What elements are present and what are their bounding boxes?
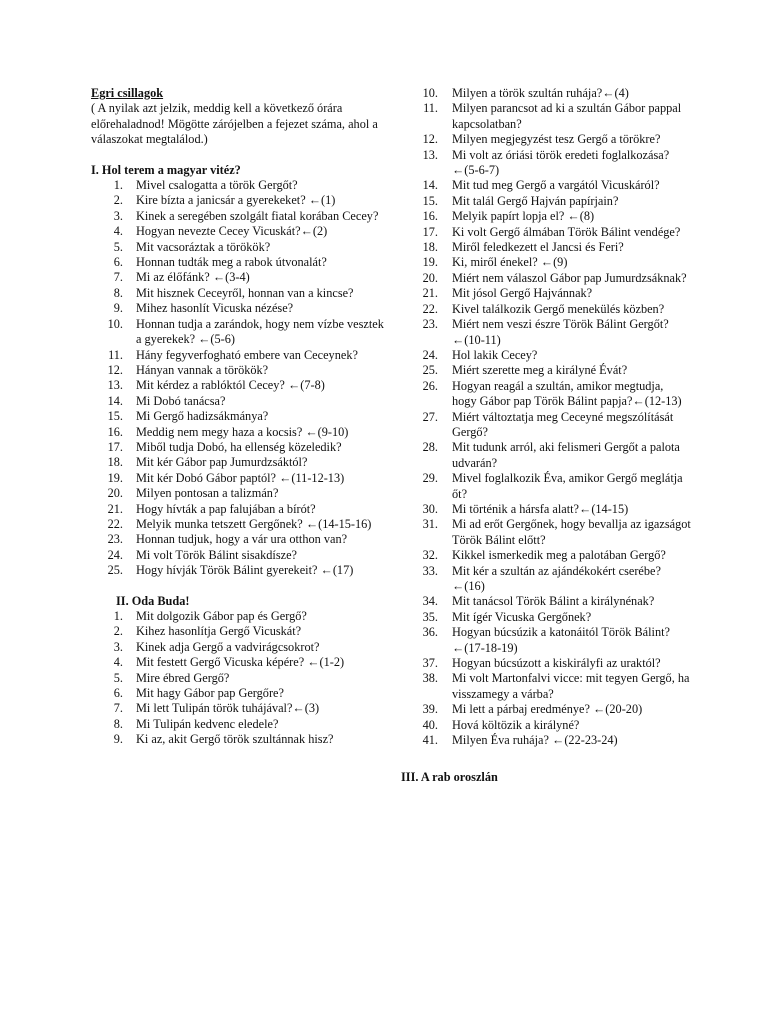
question-item bbox=[401, 594, 691, 609]
question-text: Milyen parancsot ad ki a szultán Gábor pappal kapcsolatban? bbox=[452, 101, 682, 131]
question-text: Mit jósol Gergő Hajvánnak? bbox=[452, 286, 593, 301]
question-number: 32. bbox=[422, 548, 438, 563]
question-item bbox=[401, 148, 691, 179]
question-number: 13. bbox=[107, 378, 123, 393]
question-number: 4. bbox=[113, 224, 123, 239]
question-number: 37. bbox=[422, 656, 438, 671]
question-number: 3. bbox=[113, 639, 123, 654]
question-text: Mi lett a párbaj eredménye? ←(20-20) bbox=[452, 702, 643, 717]
question-number: 36. bbox=[422, 625, 438, 640]
question-list-2b bbox=[401, 86, 691, 748]
question-number: 40. bbox=[422, 717, 438, 732]
question-item bbox=[401, 271, 691, 286]
document-intro: ( A nyilak azt jelzik, meddig kell a következő órára előrehaladnod! Mögötte zárójelben a fejezet száma, ahol a válaszokat megtalálod.) bbox=[91, 101, 378, 147]
question-item bbox=[91, 624, 391, 639]
question-number: 13. bbox=[422, 147, 438, 162]
question-text: Mire ébred Gergő? bbox=[136, 670, 230, 685]
question-text: Mi volt Martonfalvi vicce: mit tegyen Gergő, ha visszamegy a várba? bbox=[452, 671, 690, 701]
question-number: 22. bbox=[422, 301, 438, 316]
question-text: Kinek adja Gergő a vadvirágcsokrot? bbox=[136, 639, 320, 654]
question-item bbox=[91, 717, 391, 732]
question-number: 18. bbox=[422, 240, 438, 255]
question-number: 12. bbox=[422, 132, 438, 147]
question-item bbox=[91, 224, 391, 239]
question-number: 7. bbox=[113, 270, 123, 285]
question-number: 3. bbox=[113, 208, 123, 223]
question-number: 41. bbox=[422, 733, 438, 748]
question-text: Miért szerette meg a királyné Évát? bbox=[452, 363, 628, 378]
question-item bbox=[401, 517, 691, 548]
question-number: 25. bbox=[422, 363, 438, 378]
question-text: Mit tud meg Gergő a vargától Vicuskáról? bbox=[452, 178, 660, 193]
question-number: 14. bbox=[107, 393, 123, 408]
question-text: Honnan tudták meg a rabok útvonalát? bbox=[136, 255, 327, 270]
question-number: 24. bbox=[107, 547, 123, 562]
question-text: Mit talál Gergő Hajván papírjain? bbox=[452, 193, 619, 208]
question-text: Kihez hasonlítja Gergő Vicuskát? bbox=[136, 624, 302, 639]
question-item bbox=[401, 410, 691, 441]
question-text: Mit tudunk arról, aki felismeri Gergőt a palota udvarán? bbox=[452, 440, 680, 470]
question-text: Mit hisznek Ceceyről, honnan van a kincse? bbox=[136, 285, 354, 300]
question-number: 30. bbox=[422, 501, 438, 516]
question-item bbox=[401, 671, 691, 702]
question-item bbox=[401, 86, 691, 101]
question-number: 8. bbox=[113, 285, 123, 300]
question-text: Mi Tulipán kedvenc eledele? bbox=[136, 716, 279, 731]
question-text: Melyik munka tetszett Gergőnek? ←(14-15-16) bbox=[136, 516, 372, 531]
question-text: Ki volt Gergő álmában Török Bálint vendége? bbox=[452, 224, 681, 239]
question-item bbox=[401, 718, 691, 733]
question-number: 22. bbox=[107, 516, 123, 531]
question-text: Milyen a török szultán ruhája?←(4) bbox=[452, 86, 629, 100]
spacer bbox=[401, 748, 691, 770]
question-item bbox=[91, 502, 391, 517]
question-item bbox=[401, 209, 691, 224]
question-number: 27. bbox=[422, 409, 438, 424]
question-item bbox=[401, 379, 691, 410]
question-text: Mi Gergő hadizsákmánya? bbox=[136, 409, 269, 424]
question-item bbox=[91, 655, 391, 670]
question-number: 29. bbox=[422, 471, 438, 486]
question-item bbox=[91, 378, 391, 393]
question-number: 24. bbox=[422, 347, 438, 362]
spacer bbox=[91, 148, 391, 163]
question-number: 35. bbox=[422, 609, 438, 624]
question-number: 16. bbox=[107, 424, 123, 439]
question-item bbox=[401, 440, 691, 471]
question-item bbox=[91, 486, 391, 501]
question-text: Ki, miről énekel? ←(9) bbox=[452, 255, 568, 270]
question-item bbox=[401, 302, 691, 317]
question-text: Ki az, akit Gergő török szultánnak hisz? bbox=[136, 732, 334, 747]
question-item bbox=[91, 255, 391, 270]
question-number: 25. bbox=[107, 563, 123, 578]
question-text: Kivel találkozik Gergő menekülés közben? bbox=[452, 301, 665, 316]
question-number: 28. bbox=[422, 440, 438, 455]
question-number: 9. bbox=[113, 301, 123, 316]
question-number: 11. bbox=[423, 101, 438, 116]
question-number: 1. bbox=[113, 609, 123, 623]
question-text: Hányan vannak a törökök? bbox=[136, 362, 269, 377]
question-item bbox=[401, 625, 691, 656]
question-item bbox=[91, 301, 391, 316]
question-text: Kire bízta a janicsár a gyerekeket? ←(1) bbox=[136, 193, 336, 208]
question-number: 38. bbox=[422, 671, 438, 686]
question-number: 21. bbox=[422, 286, 438, 301]
question-text: Mit festett Gergő Vicuska képére? ←(1-2) bbox=[136, 655, 345, 670]
question-number: 7. bbox=[113, 701, 123, 716]
question-item bbox=[91, 209, 391, 224]
question-number: 20. bbox=[107, 486, 123, 501]
question-item bbox=[91, 701, 391, 716]
question-item bbox=[401, 132, 691, 147]
question-text: Mit ígér Vicuska Gergőnek? bbox=[452, 609, 592, 624]
question-number: 5. bbox=[113, 239, 123, 254]
question-text: Miről feledkezett el Jancsi és Feri? bbox=[452, 240, 624, 255]
question-item bbox=[401, 502, 691, 517]
question-text: Mi az élőfánk? ←(3-4) bbox=[136, 270, 250, 285]
question-number: 17. bbox=[107, 439, 123, 454]
question-text: Mit kér a szultán az ajándékokért cserébe? ←(16) bbox=[452, 563, 661, 593]
question-number: 6. bbox=[113, 686, 123, 701]
question-item bbox=[91, 686, 391, 701]
question-item bbox=[91, 440, 391, 455]
question-text: Hogy hívják Török Bálint gyerekeit? ←(17) bbox=[136, 563, 354, 578]
question-number: 5. bbox=[113, 670, 123, 685]
question-text: Mit tanácsol Török Bálint a királynénak? bbox=[452, 594, 655, 609]
question-item bbox=[91, 363, 391, 378]
question-text: Meddig nem megy haza a kocsis? ←(9-10) bbox=[136, 424, 349, 439]
question-item bbox=[91, 532, 391, 547]
question-item bbox=[401, 178, 691, 193]
question-number: 17. bbox=[422, 224, 438, 239]
question-item bbox=[401, 194, 691, 209]
question-item bbox=[91, 178, 391, 193]
question-item bbox=[401, 733, 691, 748]
question-text: Hogyan búcsúzott a kiskirályfi az uraktól? bbox=[452, 656, 661, 671]
question-number: 2. bbox=[113, 193, 123, 208]
question-text: Hogyan nevezte Cecey Vicuskát?←(2) bbox=[136, 224, 328, 239]
question-number: 8. bbox=[113, 716, 123, 731]
question-number: 10. bbox=[107, 316, 123, 331]
question-number: 39. bbox=[422, 702, 438, 717]
question-text: Honnan tudja a zarándok, hogy nem vízbe vesztek a gyerekek? ←(5-6) bbox=[136, 316, 384, 347]
question-number: 23. bbox=[107, 532, 123, 547]
question-text: Mihez hasonlít Vicuska nézése? bbox=[136, 301, 294, 316]
question-item bbox=[91, 455, 391, 470]
question-number: 1. bbox=[113, 178, 123, 193]
question-text: Mit kér Dobó Gábor paptól? ←(11-12-13) bbox=[136, 470, 345, 485]
question-text: Mivel foglalkozik Éva, amikor Gergő meglátja őt? bbox=[452, 471, 683, 501]
question-item bbox=[401, 702, 691, 717]
question-text: Hogyan reagál a szultán, amikor megtudja, hogy Gábor pap Török Bálint papja?←(12-13) bbox=[452, 378, 682, 409]
question-number: 10. bbox=[422, 86, 438, 100]
question-item bbox=[401, 656, 691, 671]
question-item bbox=[401, 363, 691, 378]
question-item bbox=[401, 471, 691, 502]
question-text: Mit dolgozik Gábor pap és Gergő? bbox=[136, 609, 307, 623]
question-item bbox=[91, 640, 391, 655]
question-item bbox=[91, 270, 391, 285]
question-text: Miért nem veszi észre Török Bálint Gergőt? ←(10-11) bbox=[452, 317, 669, 347]
question-text: Milyen pontosan a talizmán? bbox=[136, 486, 279, 501]
question-item bbox=[401, 610, 691, 625]
question-text: Miért változtatja meg Ceceyné megszólítását Gergő? bbox=[452, 409, 674, 439]
question-item bbox=[401, 348, 691, 363]
question-item bbox=[401, 317, 691, 348]
question-text: Mi történik a hársfa alatt?←(14-15) bbox=[452, 501, 629, 516]
question-text: Kinek a seregében szolgált fiatal korában Cecey? bbox=[136, 208, 379, 223]
question-number: 20. bbox=[422, 270, 438, 285]
question-number: 19. bbox=[107, 470, 123, 485]
question-text: Melyik papírt lopja el? ←(8) bbox=[452, 209, 595, 224]
question-list-1 bbox=[91, 178, 391, 579]
question-text: Miből tudja Dobó, ha ellenség közeledik? bbox=[136, 439, 342, 454]
question-number: 33. bbox=[422, 563, 438, 578]
question-item bbox=[91, 240, 391, 255]
right-column bbox=[401, 86, 691, 786]
question-text: Mi lett Tulipán török tuhájával?←(3) bbox=[136, 701, 320, 716]
question-item bbox=[91, 317, 391, 348]
question-text: Hol lakik Cecey? bbox=[452, 347, 538, 362]
question-text: Miért nem válaszol Gábor pap Jumurdzsáknak? bbox=[452, 270, 687, 285]
question-number: 26. bbox=[422, 378, 438, 393]
question-item bbox=[91, 409, 391, 424]
question-item bbox=[401, 101, 691, 132]
question-text: Hová költözik a királyné? bbox=[452, 717, 580, 732]
question-number: 2. bbox=[113, 624, 123, 639]
question-item bbox=[401, 548, 691, 563]
question-item bbox=[91, 517, 391, 532]
question-text: Honnan tudjuk, hogy a vár ura otthon van? bbox=[136, 532, 348, 547]
question-number: 19. bbox=[422, 255, 438, 270]
question-number: 16. bbox=[422, 209, 438, 224]
question-item bbox=[401, 286, 691, 301]
question-text: Mi ad erőt Gergőnek, hogy bevallja az igazságot Török Bálint előtt? bbox=[452, 517, 691, 547]
question-text: Mit kér Gábor pap Jumurdzsáktól? bbox=[136, 455, 308, 470]
question-text: Mit vacsoráztak a törökök? bbox=[136, 239, 271, 254]
question-item bbox=[401, 240, 691, 255]
question-number: 9. bbox=[113, 732, 123, 747]
section-title-1: I. Hol terem a magyar vitéz? bbox=[91, 162, 241, 177]
question-item bbox=[91, 671, 391, 686]
document-title: Egri csillagok bbox=[91, 86, 164, 100]
question-item bbox=[401, 255, 691, 270]
question-number: 18. bbox=[107, 455, 123, 470]
question-number: 14. bbox=[422, 178, 438, 193]
question-text: Milyen megjegyzést tesz Gergő a törökre? bbox=[452, 132, 661, 147]
question-text: Mit hagy Gábor pap Gergőre? bbox=[136, 686, 284, 701]
question-number: 15. bbox=[107, 409, 123, 424]
section-title-3: III. A rab oroszlán bbox=[401, 770, 498, 785]
question-text: Hány fegyverfogható embere van Ceceynek? bbox=[136, 347, 358, 362]
question-text: Mi volt Török Bálint sisakdísze? bbox=[136, 547, 297, 562]
question-list-2a bbox=[91, 609, 391, 748]
left-column bbox=[91, 86, 391, 748]
question-text: Mit kérdez a rablóktól Cecey? ←(7-8) bbox=[136, 378, 325, 393]
question-item bbox=[91, 563, 391, 578]
question-item bbox=[91, 609, 391, 624]
question-number: 4. bbox=[113, 655, 123, 670]
question-item bbox=[401, 225, 691, 240]
question-text: Mivel csalogatta a török Gergőt? bbox=[136, 178, 298, 193]
question-item bbox=[91, 286, 391, 301]
section-title-2: II. Oda Buda! bbox=[116, 593, 190, 608]
question-item bbox=[91, 193, 391, 208]
question-number: 34. bbox=[422, 594, 438, 609]
question-item bbox=[91, 471, 391, 486]
question-item bbox=[91, 394, 391, 409]
question-text: Mi volt az óriási török eredeti foglalkozása? ←(5-6-7) bbox=[452, 147, 670, 178]
question-item bbox=[91, 348, 391, 363]
question-item bbox=[401, 564, 691, 595]
question-text: Hogy hívták a pap falujában a bírót? bbox=[136, 501, 316, 516]
question-number: 15. bbox=[422, 193, 438, 208]
question-item bbox=[91, 732, 391, 747]
question-number: 21. bbox=[107, 501, 123, 516]
question-text: Mi Dobó tanácsa? bbox=[136, 393, 226, 408]
question-item bbox=[91, 425, 391, 440]
question-number: 6. bbox=[113, 255, 123, 270]
question-number: 31. bbox=[422, 517, 438, 532]
spacer bbox=[91, 579, 391, 594]
question-text: Kikkel ismerkedik meg a palotában Gergő? bbox=[452, 548, 666, 563]
question-text: Milyen Éva ruhája? ←(22-23-24) bbox=[452, 733, 618, 748]
question-text: Hogyan búcsúzik a katonáitól Török Bálint? ←(17-18-19) bbox=[452, 625, 670, 655]
question-number: 23. bbox=[422, 317, 438, 332]
question-number: 11. bbox=[108, 347, 123, 362]
question-item bbox=[91, 548, 391, 563]
question-number: 12. bbox=[107, 362, 123, 377]
